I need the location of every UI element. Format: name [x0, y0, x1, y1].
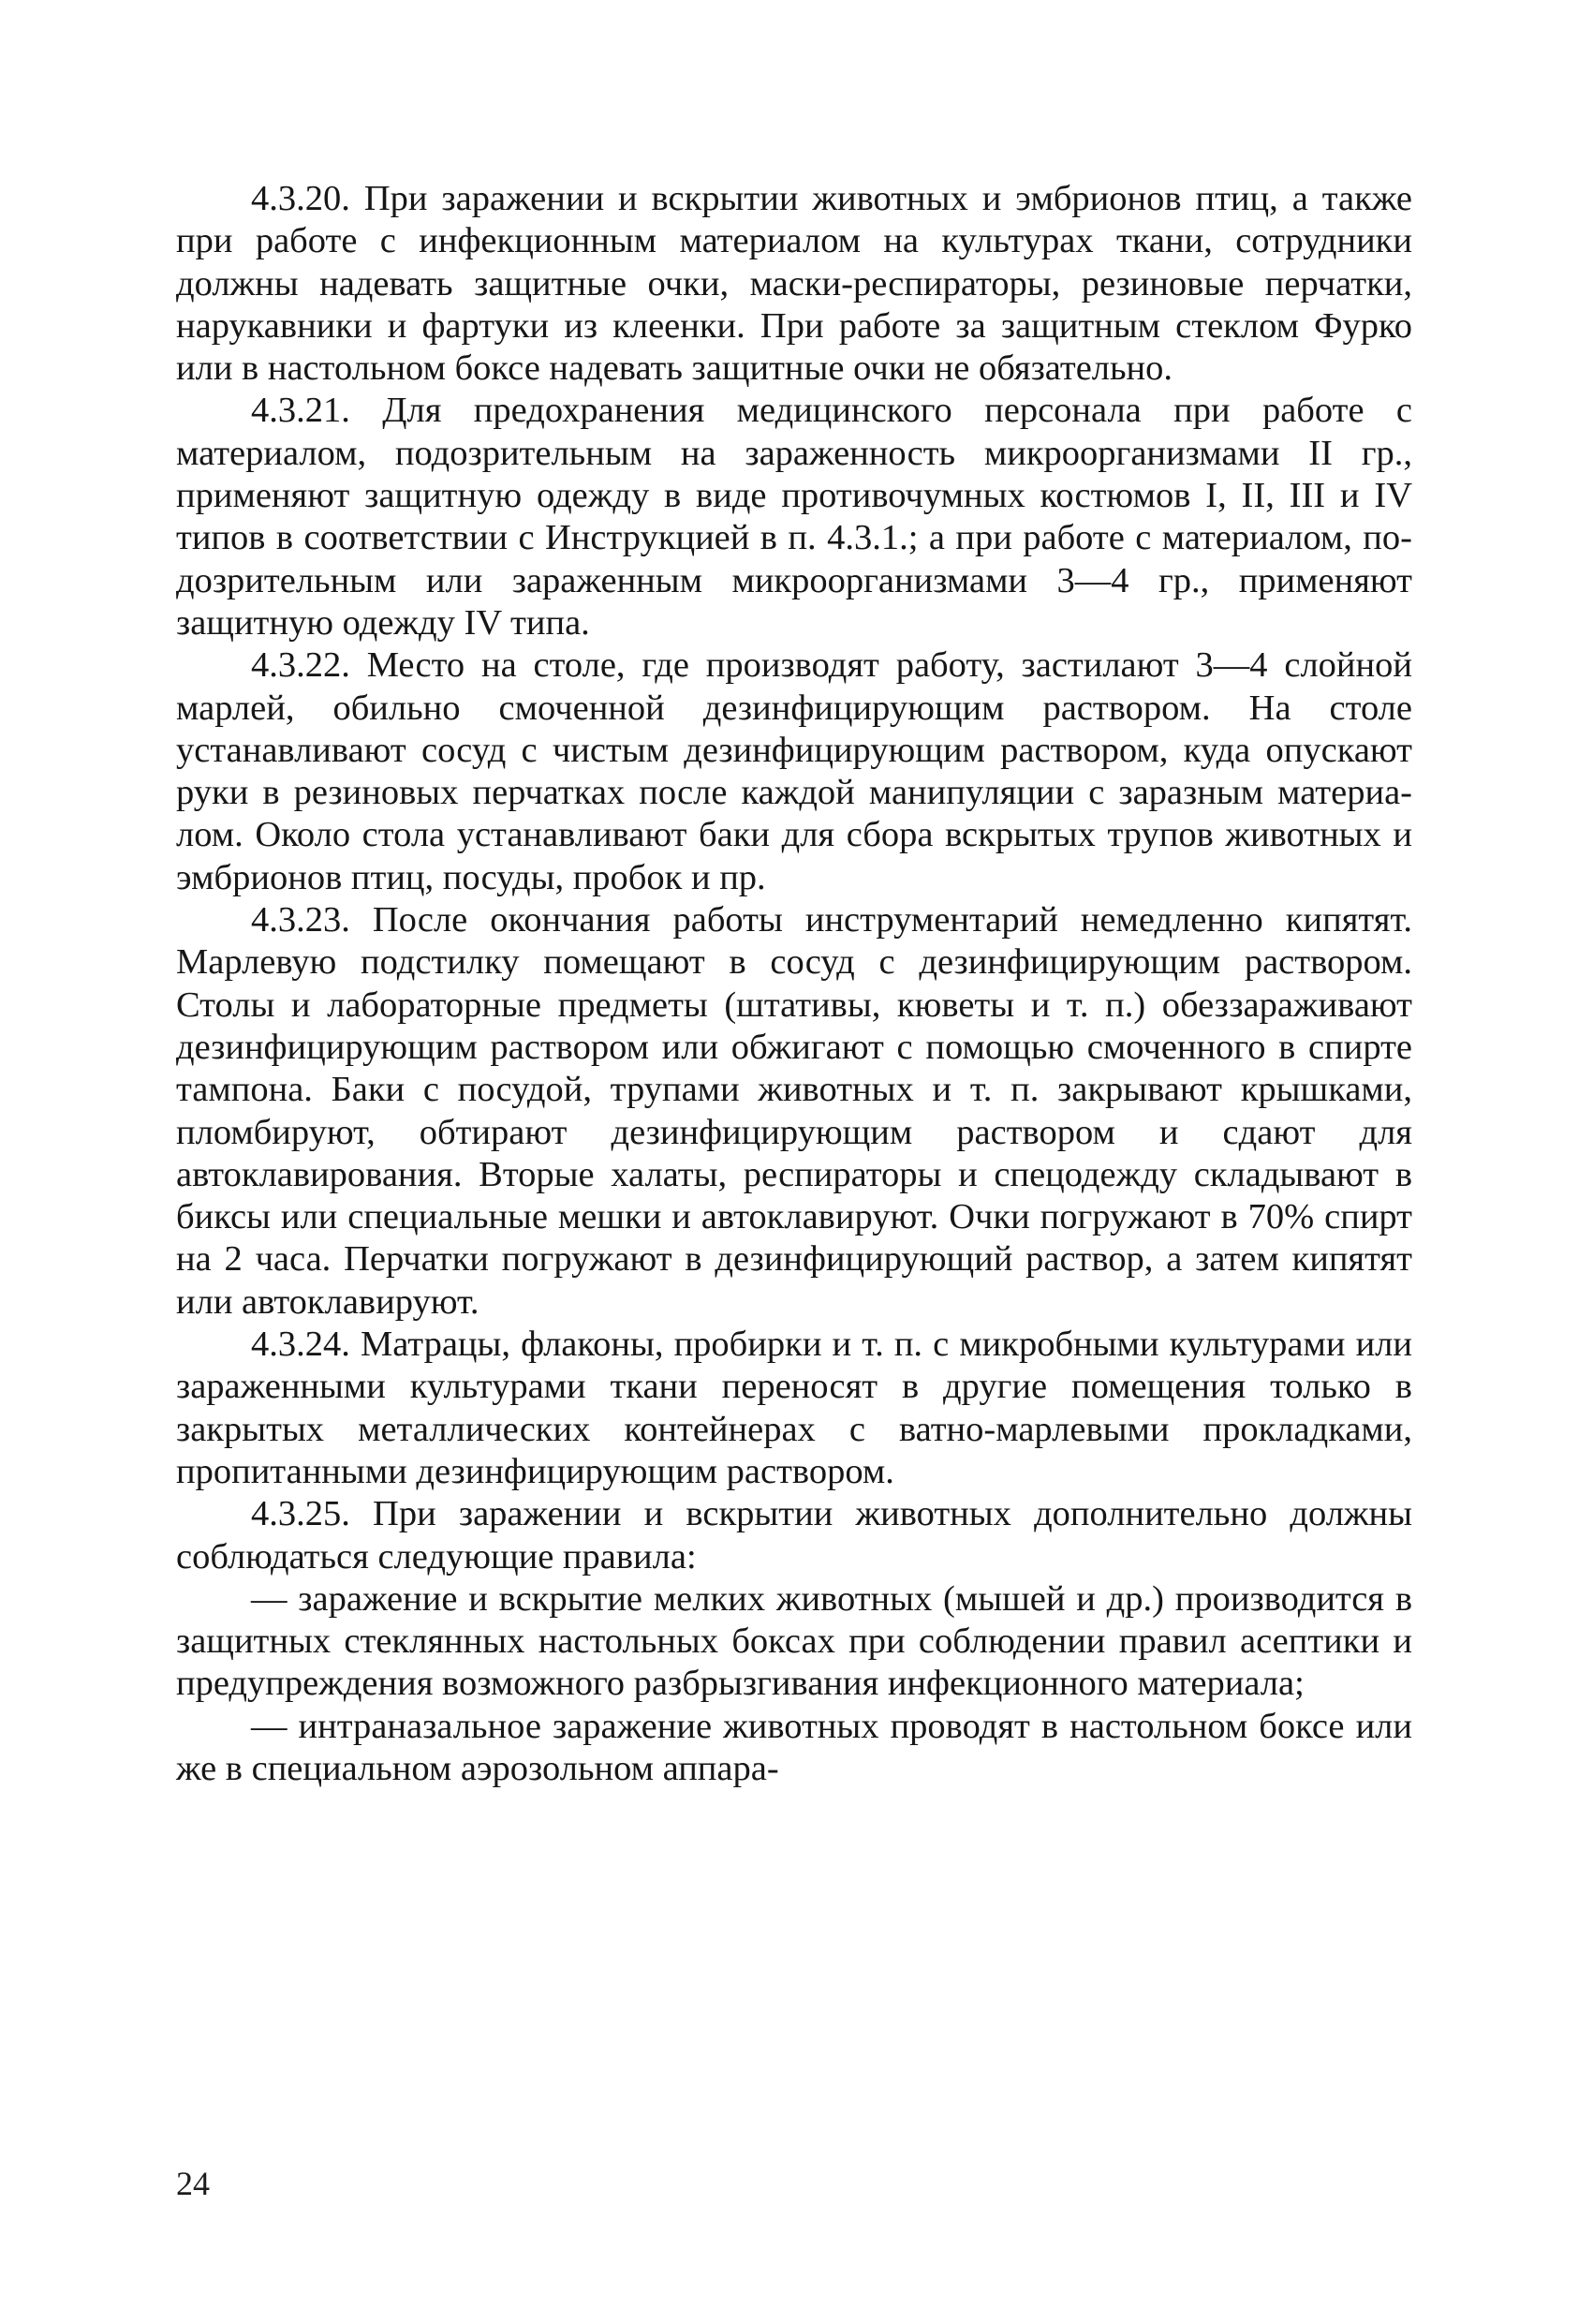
list-item-intranasal: — интраназальное заражение животных проводят в настольном боксе или же в специальном аэрозольном аппара-: [176, 1706, 1412, 1788]
paragraph-4-3-23: 4.3.23. После окончания работы инструментарий немедленно кипятят. Марлевую подстилку помещают в сосуд с дезинфицирующим раствором. Столы и лабораторные предметы (штативы, кюветы и т. п.) обеззараживают дезинфицирующим раствором или обжигают с помощью смоченного в спирте тампона. Баки с посудой, трупами животных и т. п. закрывают крышками, пломбируют, обтирают дезинфицирующим раствором и сдают для автоклавирования. Вторые халаты, респираторы и спецодежду складывают в биксы или специальные мешки и автоклавируют. Очки погружают в 70% спирт на 2 часа. Перчатки погружают в дезинфицирующий раствор, а затем кипятят или автоклавируют.: [176, 900, 1412, 1322]
page-body: [176, 178, 1412, 1790]
paragraph-4-3-21: 4.3.21. Для предохранения медицинского персонала при работе с материалом, подозрительным на зараженность микроорганизмами II гр., применяют защитную одежду в виде противочумных костюмов I, II, III и IV типов в соответствии с Инструкцией в п. 4.3.1.; а при работе с материалом, подозрительным или зараженным микроорганизмами 3—4 гр., применяют защитную одежду IV типа.: [176, 391, 1412, 643]
list-item-small-animals: — заражение и вскрытие мелких животных (мышей и др.) производится в защитных стеклянных настольных боксах при соблюдении правил асептики и предупреждения возможного разбрызгивания инфекционного материала;: [176, 1578, 1412, 1704]
paragraph-4-3-25: 4.3.25. При заражении и вскрытии животных дополнительно должны соблюдаться следующие правила:: [176, 1494, 1412, 1576]
page-number: 24: [176, 2165, 210, 2202]
paragraph-4-3-22: 4.3.22. Место на столе, где производят работу, застилают 3—4 слойной марлей, обильно смоченной дезинфицирующим раствором. На столе устанавливают сосуд с чистым дезинфицирующим раствором, куда опускают руки в резиновых перчатках после каждой манипуляции с заразным материалом. Около стола устанавливают баки для сбора вскрытых трупов животных и эмбрионов птиц, посуды, пробок и пр.: [176, 645, 1412, 897]
paragraph-4-3-20: 4.3.20. При заражении и вскрытии животных и эмбрионов птиц, а также при работе с инфекционным материалом на культурах ткани, сотрудники должны надевать защитные очки, маски-респираторы, резиновые перчатки, нарукавники и фартуки из клеенки. При работе за защитным стеклом Фурко или в настольном боксе надевать защитные очки не обязательно.: [176, 179, 1412, 389]
paragraph-4-3-24: 4.3.24. Матрацы, флаконы, пробирки и т. п. с микробными культурами или зараженными культурами ткани переносят в другие помещения только в закрытых металлических контейнерах с ватно-марлевыми прокладками, пропитанными дезинфицирующим раствором.: [176, 1325, 1412, 1491]
